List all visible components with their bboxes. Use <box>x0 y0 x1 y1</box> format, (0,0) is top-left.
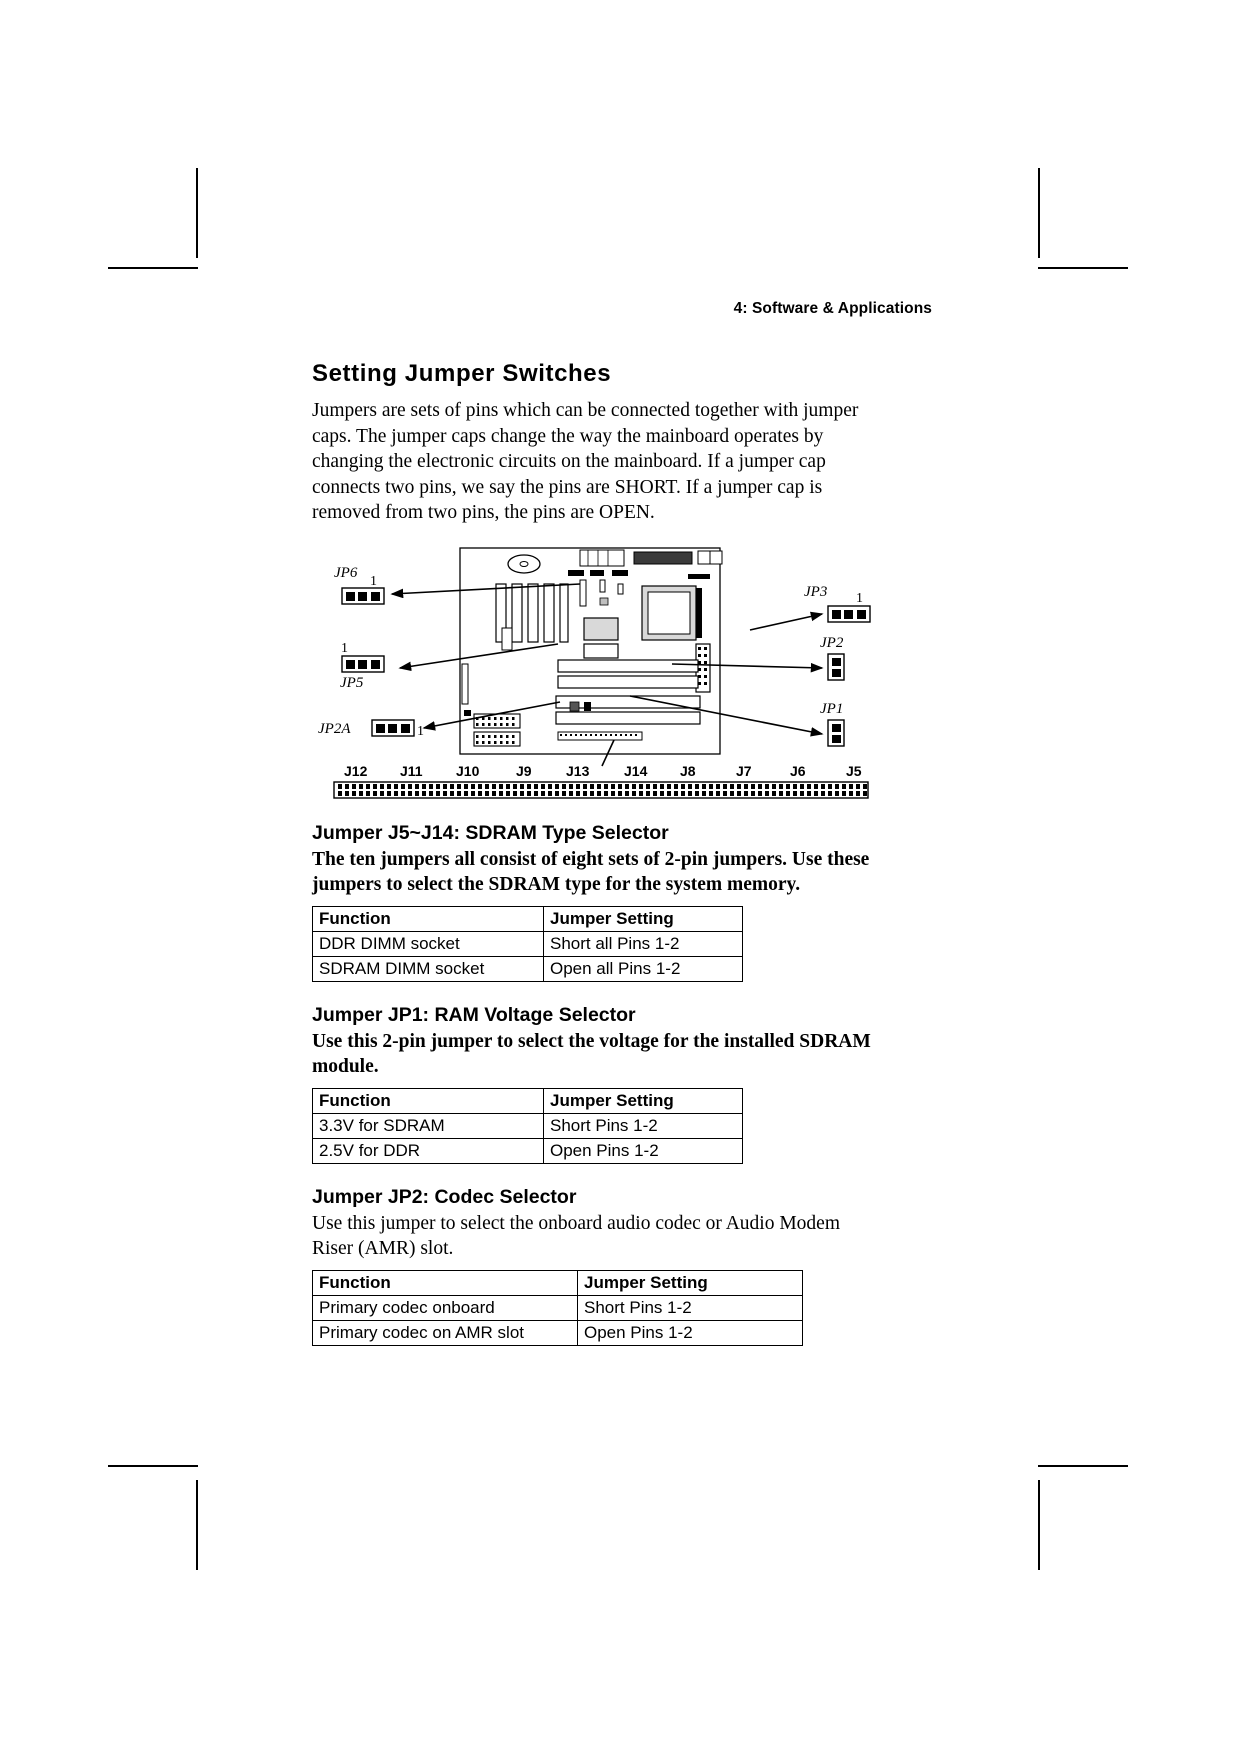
svg-text:JP6: JP6 <box>334 564 358 581</box>
cell-function: Primary codec onboard <box>313 1295 578 1320</box>
crop-mark-top-right-vertical <box>1038 168 1040 258</box>
cell-setting: Open Pins 1-2 <box>578 1320 803 1345</box>
svg-text:JP3: JP3 <box>804 583 828 600</box>
connector-label-j6: J6 <box>790 762 806 779</box>
table-row <box>313 1295 803 1320</box>
column-header-jumper-setting: Jumper Setting <box>544 906 743 931</box>
svg-text:JP2A: JP2A <box>318 720 351 737</box>
svg-text:1: 1 <box>417 723 424 739</box>
section-title-j5-j14: Jumper J5~J14: SDRAM Type Selector <box>312 821 669 844</box>
cell-setting: Short all Pins 1-2 <box>544 931 743 956</box>
svg-text:JP1: JP1 <box>820 700 844 717</box>
page-content <box>312 300 932 1346</box>
connector-label-j8: J8 <box>680 762 696 779</box>
cell-setting: Open all Pins 1-2 <box>544 956 743 981</box>
cell-setting: Short Pins 1-2 <box>578 1295 803 1320</box>
intro-paragraph: Jumpers are sets of pins which can be connected together with jumper caps. The jumper caps change the way the mainboard operates by changing the electronic circuits on the mainboard. If a jumper cap connects two pins, we say the pins are SHORT. If a jumper cap is removed from two pins, the pins are OPEN. <box>312 400 859 523</box>
cell-setting: Open Pins 1-2 <box>544 1138 743 1163</box>
svg-text:1: 1 <box>856 590 863 606</box>
column-header-function: Function <box>313 906 544 931</box>
crop-mark-top-right-horizontal <box>1038 267 1128 269</box>
column-header-jumper-setting: Jumper Setting <box>578 1270 803 1295</box>
svg-text:JP2: JP2 <box>820 634 844 651</box>
table-row <box>313 956 743 981</box>
crop-mark-bottom-left-vertical <box>196 1480 198 1570</box>
connector-label-j9: J9 <box>516 762 532 779</box>
crop-mark-top-left-horizontal <box>108 267 198 269</box>
section-description-jp1: Use this 2-pin jumper to select the voltage for the installed SDRAM module. <box>312 1030 871 1077</box>
connector-label-j11: J11 <box>400 762 423 779</box>
cell-function: DDR DIMM socket <box>313 931 544 956</box>
jumper-table-j5-j14 <box>312 906 743 982</box>
column-header-function: Function <box>313 1270 578 1295</box>
svg-text:JP5: JP5 <box>340 674 364 691</box>
section-title-jp1: Jumper JP1: RAM Voltage Selector <box>312 1003 636 1026</box>
table-header-row <box>313 1088 743 1113</box>
table-row <box>313 931 743 956</box>
crop-mark-bottom-right-horizontal <box>1038 1465 1128 1467</box>
crop-mark-bottom-left-horizontal <box>108 1465 198 1467</box>
cell-function: 3.3V for SDRAM <box>313 1113 544 1138</box>
section-description-jp2: Use this jumper to select the onboard audio codec or Audio Modem Riser (AMR) slot. <box>312 1212 841 1259</box>
crop-mark-bottom-right-vertical <box>1038 1480 1040 1570</box>
section-description-j5-j14: The ten jumpers all consist of eight sets of 2-pin jumpers. Use these jumpers to select the SDRAM type for the system memory. <box>312 848 870 895</box>
cell-function: SDRAM DIMM socket <box>313 956 544 981</box>
connector-label-j13: J13 <box>566 762 590 779</box>
connector-label-j10: J10 <box>456 762 480 779</box>
column-header-function: Function <box>313 1088 544 1113</box>
connector-label-j7: J7 <box>736 762 752 779</box>
running-header: 4: Software & Applications <box>733 300 932 317</box>
svg-text:1: 1 <box>341 640 348 656</box>
svg-text:1: 1 <box>370 573 377 589</box>
connector-label-j5: J5 <box>846 762 862 779</box>
jumper-table-jp1 <box>312 1088 743 1164</box>
mainboard-diagram <box>312 544 932 804</box>
table-header-row <box>313 1270 803 1295</box>
cell-setting: Short Pins 1-2 <box>544 1113 743 1138</box>
table-row <box>313 1138 743 1163</box>
connector-label-j12: J12 <box>344 762 368 779</box>
table-header-row <box>313 906 743 931</box>
jumper-table-jp2 <box>312 1270 803 1346</box>
table-row <box>313 1320 803 1345</box>
section-title-jp2: Jumper JP2: Codec Selector <box>312 1185 577 1208</box>
page-title: Setting Jumper Switches <box>312 360 612 387</box>
column-header-jumper-setting: Jumper Setting <box>544 1088 743 1113</box>
crop-mark-top-left-vertical <box>196 168 198 258</box>
table-row <box>313 1113 743 1138</box>
cell-function: 2.5V for DDR <box>313 1138 544 1163</box>
connector-label-j14: J14 <box>624 762 648 779</box>
cell-function: Primary codec on AMR slot <box>313 1320 578 1345</box>
